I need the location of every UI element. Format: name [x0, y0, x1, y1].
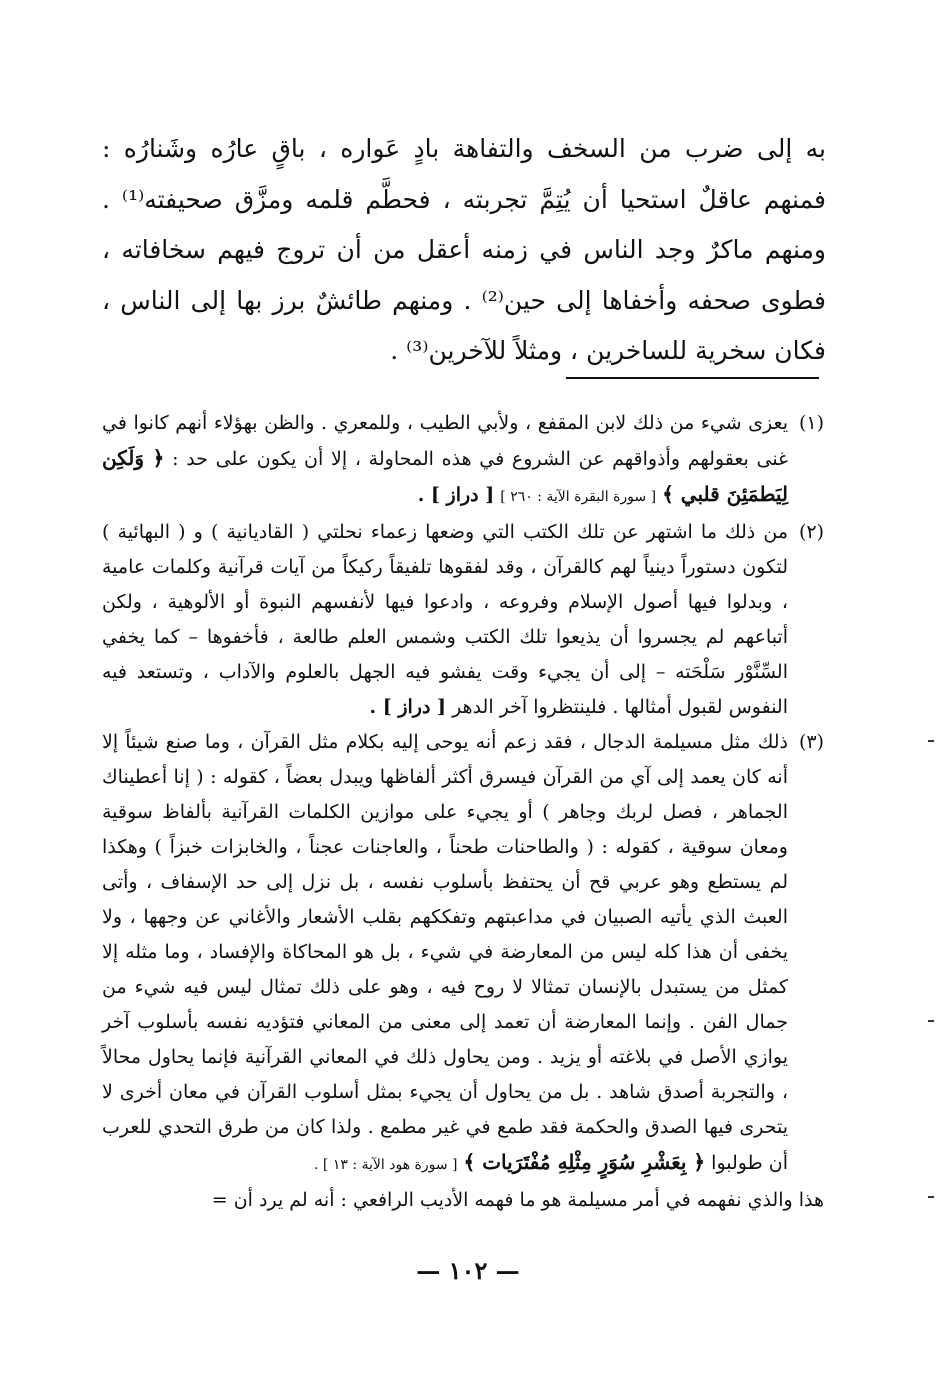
source-citation: [ دراز ] .	[417, 484, 495, 506]
main-paragraph: به إلى ضرب من السخف والتفاهة بادٍ عَواره ، باقٍ عارُه وشَنارُه : فمنهم عاقلٌ استحيا أن يُتِمَّ تجربته ، فحطَّم قلمه ومزَّق صحيفته⁽¹⁾ . ومنهم ماكرٌ وجد الناس في زمنه أعقل من أن تروج فيهم سخافاته ، فطوى صحفه وأخفاها إلى حين⁽²⁾ . ومنهم طائشٌ برز بها إلى الناس ، فكان سخرية للساخرين ، ومثلاً للآخرين⁽³⁾ .	[102, 134, 826, 366]
scan-mark	[928, 1020, 934, 1022]
footnote-2	[102, 515, 824, 725]
main-body-text	[102, 124, 826, 377]
scan-mark	[928, 1196, 934, 1198]
footnotes-section	[102, 406, 824, 1218]
footnote-number: (٢)	[798, 521, 824, 543]
footnote-3	[102, 725, 824, 1183]
scan-mark	[928, 740, 934, 742]
footnote-continuation: هذا والذي نفهمه في أمر مسيلمة هو ما فهمه الأديب الرافعي : أنه لم يرد أن =	[211, 1189, 824, 1211]
source-citation: [ دراز ] .	[369, 696, 447, 718]
quran-verse: ﴿ بِعَشْرِ سُوَرٍ مِثْلِهِ مُفْتَرَيات ﴾	[463, 1150, 706, 1174]
footnote-text: من ذلك ما اشتهر عن تلك الكتب التي وضعها زعماء نحلتي ( القاديانية ) و ( البهائية ) لتكون دستوراً دينياً لهم كالقرآن ، وقد لفقوها تلفيقاً ركيكاً من آيات قرآنية وكلمات عامية ، وبدلوا فيها أصول الإسلام وفروعه ، وادعوا فيها لأنفسهم النبوة أو الألوهية ، ولكن أتباعهم لم يجسروا أن يذيعوا تلك الكتب وشمس العلم طالعة ، فأخفوها – كما يخفي السِّنَّوْر سَلْحَته – إلى أن يجيء وقت يفشو فيه الجهل بالعلوم والآداب ، وتستعد فيه النفوس لقبول أمثالها . فلينتظروا آخر الدهر	[102, 521, 788, 718]
verse-reference: [ سورة البقرة الآية : ٢٦٠ ]	[500, 489, 657, 505]
footnote-1	[102, 406, 824, 515]
verse-reference: [ سورة هود الآية : ١٣ ] .	[314, 1157, 458, 1173]
footnote-text: يعزى شيء من ذلك لابن المقفع ، ولأبي الطيب ، وللمعري . والظن بهؤلاء أنهم كانوا في غنى بعقولهم وأذواقهم عن الشروع في هذه المحاولة ، إلا أن يكون على حد :	[102, 412, 788, 470]
footnote-separator	[566, 377, 819, 379]
footnote-number: (١)	[798, 412, 824, 434]
quran-verse: ﴿ وَلَكِن لِيَطمَئِنَ قلبي ﴾	[102, 446, 788, 506]
footnote-number: (٣)	[798, 731, 824, 753]
page-number: — ١٠٢ —	[416, 1256, 520, 1285]
footnote-text: ذلك مثل مسيلمة الدجال ، فقد زعم أنه يوحى إليه بكلام مثل القرآن ، وما صنع شيئاً إلا أنه كان يعمد إلى آي من القرآن فيسرق أكثر ألفاظها ويبدل بعضاً ، كقوله : ( إنا أعطيناك الجماهر ، فصل لربك وجاهر ) أو يجيء على موازين الكلمات القرآنية بألفاظ سوقية ومعان سوقية ، كقوله : ( والطاحنات طحناً ، والعاجنات عجناً ، والخابزات خبزاً ) وهكذا لم يستطع وهو عربي قح أن يحتفظ بأسلوب نفسه ، بل نزل إلى حد الإسفاف ، وأتى العبث الذي يأتيه الصبيان في مداعبتهم وتفككهم بقلب الأشعار والأغاني عن وجهها ، ولا يخفى أن هذا كله ليس من المعارضة في شيء ، بل هو المحاكاة والإفساد ، وما مثله إلا كمثل من يستبدل بالإنسان تمثالا لا روح فيه ، وهو على ذلك تمثال ليس فيه شيء من جمال الفن . وإنما المعارضة أن تعمد إلى معنى من المعاني فتؤديه نفسه بأسلوب آخر يوازي الأصل في بلاغته أو يزيد . ومن يحاول ذلك في المعاني القرآنية فإنما يحاول محالاً ، والتجربة أصدق شاهد . بل من يحاول أن يجيء بمثل أسلوب القرآن في معان أخرى لا يتحرى فيها الصدق والحكمة فقد طمع في غير مطمع . ولذا كان من طرق التحدي للعرب أن طولبوا	[102, 731, 788, 1174]
